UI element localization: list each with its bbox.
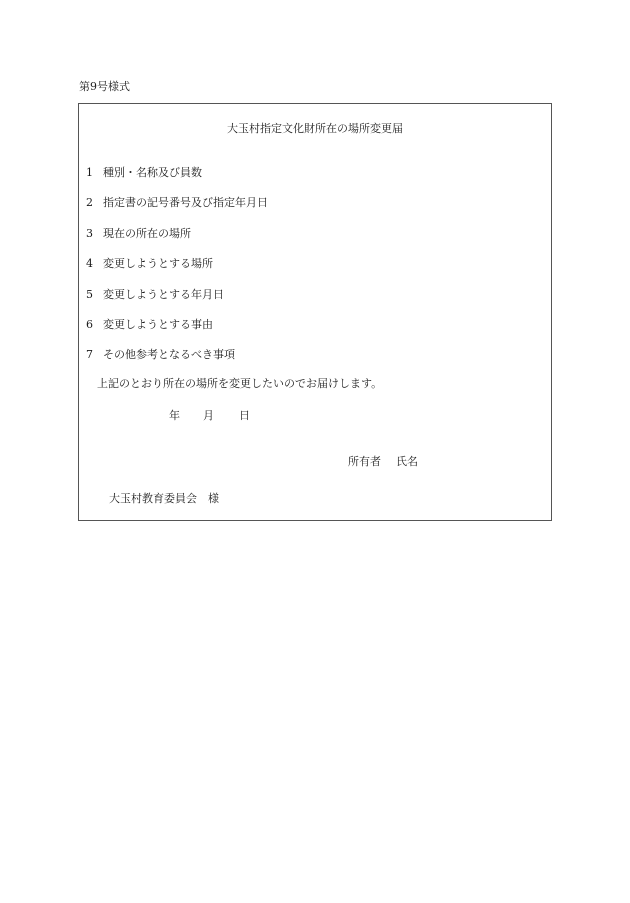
item-number: 2: [86, 196, 93, 209]
item-number: 7: [86, 348, 93, 361]
item-4: [86, 257, 213, 271]
form-box: [78, 103, 552, 521]
item-7: [86, 348, 235, 362]
item-text: その他参考となるべき事項: [103, 348, 235, 361]
item-number: 6: [86, 318, 93, 331]
item-5: [86, 288, 224, 302]
form-number: 第9号様式: [79, 80, 130, 93]
item-3: [86, 227, 191, 241]
date-year-label: 年: [169, 409, 180, 422]
item-2: [86, 196, 268, 210]
item-text: 変更しようとする場所: [103, 257, 213, 270]
addressee-honorific: 様: [208, 492, 219, 505]
addressee-name: 大玉村教育委員会: [109, 492, 197, 505]
item-text: 指定書の記号番号及び指定年月日: [103, 196, 268, 209]
form-title: 大玉村指定文化財所在の場所変更届: [227, 122, 403, 135]
item-6: [86, 318, 213, 332]
submission-statement: 上記のとおり所在の場所を変更したいのでお届けします。: [97, 377, 383, 390]
item-text: 変更しようとする年月日: [103, 288, 224, 301]
date-day-label: 日: [239, 409, 250, 422]
item-text: 現在の所在の場所: [103, 227, 191, 240]
addressee: [109, 492, 219, 506]
item-number: 1: [86, 166, 93, 179]
item-number: 5: [86, 288, 93, 301]
item-number: 4: [86, 257, 93, 270]
item-1: [86, 166, 202, 180]
item-number: 3: [86, 227, 93, 240]
date-month-label: 月: [203, 409, 214, 422]
owner-label: 所有者: [348, 455, 381, 468]
item-text: 変更しようとする事由: [103, 318, 213, 331]
item-text: 種別・名称及び員数: [103, 166, 202, 179]
name-label: 氏名: [396, 455, 418, 468]
